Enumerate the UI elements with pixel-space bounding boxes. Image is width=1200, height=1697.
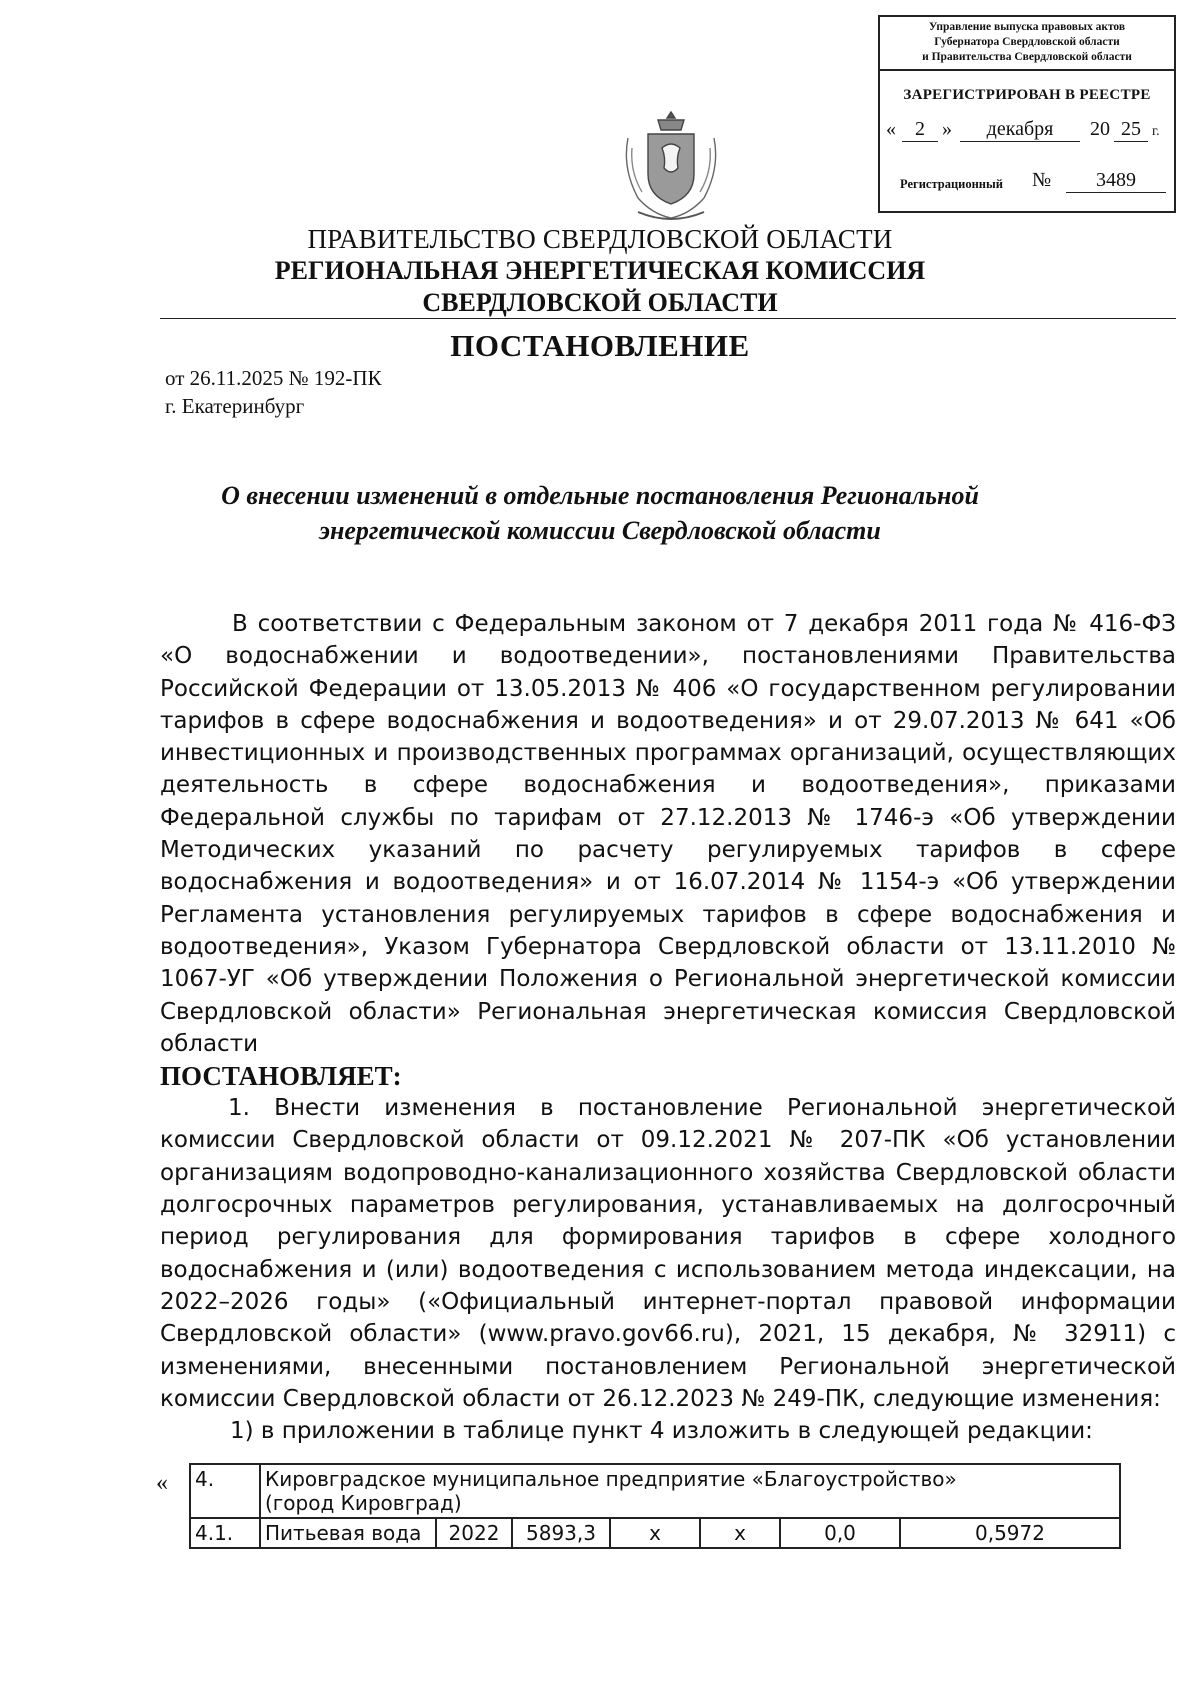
stamp-number-sign: №: [1032, 169, 1052, 191]
organization-name-line1: Кировградское муниципальное предприятие «Благоустройство»: [265, 1467, 957, 1491]
table-cell-loss: 0,0: [780, 1518, 900, 1548]
stamp-day: 2: [902, 118, 938, 142]
table-row: [190, 1518, 1120, 1548]
stamp-header-line: Управление выпуска правовых актов: [928, 21, 1126, 33]
table-cell-num: 4.: [190, 1464, 260, 1518]
stamp-year-prefix: 20: [1090, 118, 1110, 140]
resolves-heading: ПОСТАНОВЛЯЕТ:: [160, 1061, 402, 1092]
table-cell-x1: x: [610, 1518, 700, 1548]
header-divider: [160, 318, 1176, 319]
table-cell-value: 5893,3: [512, 1518, 610, 1548]
document-type: ПОСТАНОВЛЕНИЕ: [450, 328, 750, 363]
organization-name-line2: (город Кировград): [265, 1491, 462, 1515]
preamble-paragraph: В соответствии с Федеральным законом от 7 декабря 2011 года № 416-ФЗ «О водоснабжении и водоотведении», постановлениями Правительства Российской Федерации от 13.05.2013 № 406 «О государственном регулировании тарифов в сфере водоснабжения и водоотведения» и от 29.07.2013 № 641 «Об инвестиционных и производственных программах организаций, осуществляющих деятельность в сфере водоснабжения и водоотведения», приказами Федеральной службы по тарифам от 27.12.2013 № 1746-э «Об утверждении Методических указаний по расчету регулируемых тарифов в сфере водоснабжения и водоотведения» и от 16.07.2014 № 1154-э «Об утверждении Регламента установления регулируемых тарифов в сфере водоснабжения и водоотведения», Указом Губернатора Свердловской области от 13.11.2010 № 1067-УГ «Об утверждении Положения о Региональной энергетической комиссии Свердловской области» Региональная энергетическая комиссия Свердловской области: [160, 611, 1176, 1057]
document-title: [160, 478, 1040, 548]
tariff-table: [189, 1463, 1121, 1549]
item-1-paragraph: 1. Внести изменения в постановление Региональной энергетической комиссии Свердловской области от 09.12.2021 № 207-ПК «Об установлении организациям водопроводно-канализационного хозяйства Свердловской области долгосрочных параметров регулирования, устанавливаемых на долгосрочный период регулирования для формирования тарифов в сфере холодного водоснабжения и (или) водоотведения с использованием метода индексации, на 2022–2026 годы» («Официальный интернет-портал правовой информации Свердловской области» (www.pravo.gov66.ru), 2021, 15 декабря, № 32911) с изменениями, внесенными постановлением Региональной энергетической комиссии Свердловской области от 26.12.2023 № 249-ПК, следующие изменения:: [160, 1095, 1176, 1412]
table-cell-organization: [260, 1464, 1120, 1518]
document-body: [160, 608, 1176, 1447]
coat-of-arms-icon: [618, 108, 724, 222]
stamp-date: [880, 118, 1174, 148]
stamp-registered-label: ЗАРЕГИСТРИРОВАН В РЕЕСТРЕ: [903, 87, 1151, 103]
document-title-line2: энергетической комиссии Свердловской области: [319, 516, 881, 545]
stamp-month: декабря: [960, 118, 1080, 142]
table-cell-energy: 0,5972: [900, 1518, 1120, 1548]
stamp-year-unit: г.: [1152, 124, 1160, 139]
subitem-1-paragraph: 1) в приложении в таблице пункт 4 изложить в следующей редакции:: [230, 1418, 1093, 1445]
commission-name-line2: СВЕРДЛОВСКОЙ ОБЛАСТИ: [422, 288, 778, 317]
table-cell-resource: Питьевая вода: [260, 1518, 436, 1548]
stamp-year-suffix: 25: [1114, 118, 1148, 142]
stamp-header: [880, 17, 1174, 71]
commission-name-line1: РЕГИОНАЛЬНАЯ ЭНЕРГЕТИЧЕСКАЯ КОМИССИЯ: [274, 256, 926, 285]
stamp-number-row: [900, 169, 1170, 199]
registration-stamp: [878, 15, 1176, 213]
stamp-number: 3489: [1066, 169, 1166, 193]
document-date-number: от 26.11.2025 № 192-ПК: [165, 366, 382, 390]
table-row: [190, 1464, 1120, 1518]
stamp-header-line: и Правительства Свердловской области: [922, 51, 1132, 63]
document-city: г. Екатеринбург: [165, 394, 305, 418]
table-cell-year: 2022: [436, 1518, 512, 1548]
stamp-close-quote: »: [942, 118, 952, 140]
document-title-line1: О внесении изменений в отдельные постановления Региональной: [221, 481, 979, 510]
government-name: ПРАВИТЕЛЬСТВО СВЕРДЛОВСКОЙ ОБЛАСТИ: [307, 224, 893, 254]
stamp-number-label: Регистрационный: [900, 177, 1003, 191]
table-cell-num: 4.1.: [190, 1518, 260, 1548]
table-cell-x2: x: [700, 1518, 780, 1548]
stamp-open-quote: «: [886, 118, 896, 140]
table-open-quote: «: [156, 1470, 168, 1496]
stamp-header-line: Губернатора Свердловской области: [934, 36, 1120, 48]
